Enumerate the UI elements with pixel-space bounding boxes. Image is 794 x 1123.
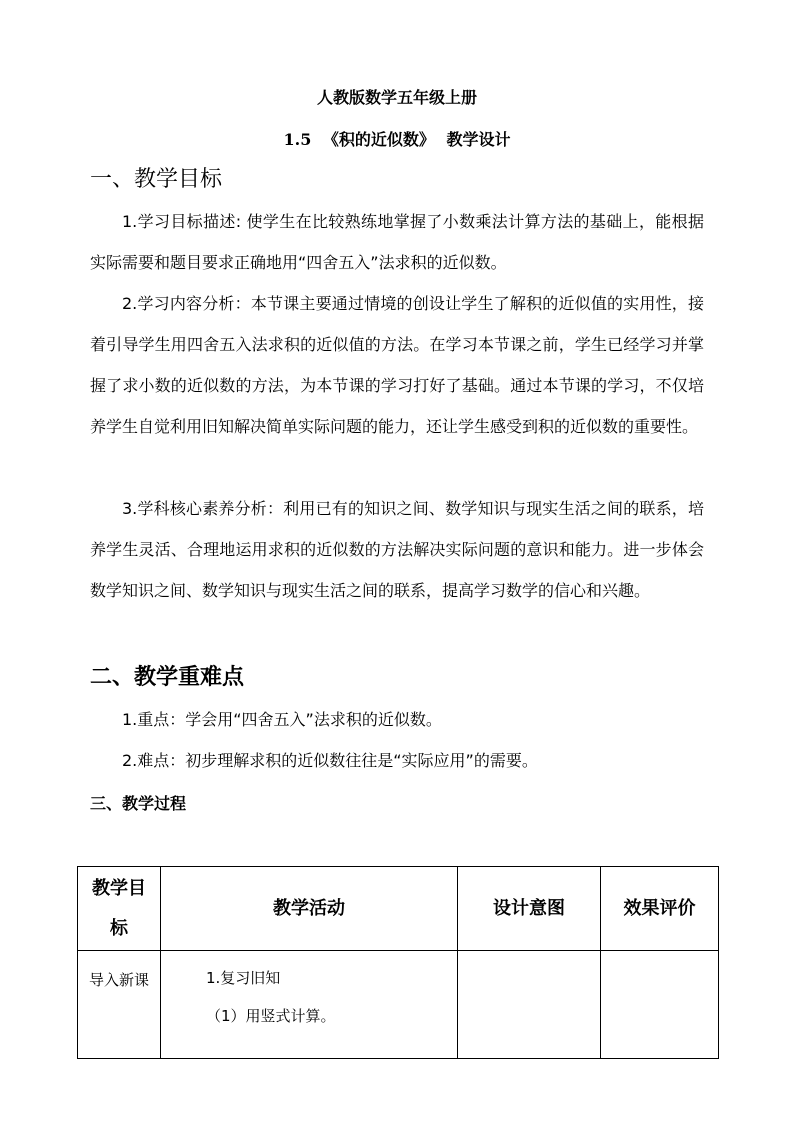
key-point-2: 2.难点：初步理解求积的近似数往往是“实际应用”的需要。 (122, 751, 538, 770)
teaching-process-table (77, 866, 719, 1059)
header-label-activity: 教学活动 (273, 897, 345, 919)
stage-cell (78, 951, 161, 1059)
section-heading-process: 三、教学过程 (90, 794, 187, 813)
header-label-evaluation: 效果评价 (623, 897, 696, 919)
header-label-objective: 教学目标 (92, 877, 146, 939)
intent-cell (458, 951, 601, 1059)
header-cell-evaluation (601, 867, 719, 951)
section-heading-key-points: 二、教学重难点 (90, 665, 245, 690)
activity-line: （1）用竖式计算。 (206, 1007, 336, 1025)
stage-label: 导入新课 (89, 971, 150, 989)
header-cell-objective (78, 867, 161, 951)
header-cell-activity (161, 867, 458, 951)
document-title: 人教版数学五年级上册 (316, 88, 477, 107)
table-header-row (78, 867, 719, 951)
header-label-intent: 设计意图 (493, 897, 565, 919)
objective-paragraph-1: 1.学习目标描述: 使学生在比较熟练地掌握了小数乘法计算方法的基础上，能根据实际需要和题目要求正确地用“四舍五入”法求积的近似数。 (90, 212, 704, 272)
section-heading-objectives: 一、教学目标 (90, 167, 223, 192)
objective-paragraph-2: 2.学习内容分析：本节课主要通过情境的创设让学生了解积的近似值的实用性，接着引导学生用四舍五入法求积的近似值的方法。在学习本节课之前，学生已经学习并掌握了求小数的近似数的方法，为本节课的学习打好了基础。通过本节课的学习，不仅培养学生自觉利用旧知解决简单实际问题的能力，还让学生感受到积的近似数的重要性。 (90, 294, 704, 436)
activity-cell (161, 951, 458, 1059)
table-row (78, 951, 719, 1059)
header-cell-intent (458, 867, 601, 951)
key-point-1: 1.重点：学会用“四舍五入”法求积的近似数。 (122, 710, 442, 729)
document-subtitle: 1.5 《积的近似数》 教学设计 (283, 130, 511, 149)
activity-line: 1.复习旧知 (206, 969, 281, 987)
objective-paragraph-3: 3.学科核心素养分析：利用已有的知识之间、数学知识与现实生活之间的联系，培养学生灵活、合理地运用求积的近似数的方法解决实际问题的意识和能力。进一步体会数学知识之间、数学知识与现实生活之间的联系，提高学习数学的信心和兴趣。 (90, 499, 704, 600)
evaluation-cell (601, 951, 719, 1059)
